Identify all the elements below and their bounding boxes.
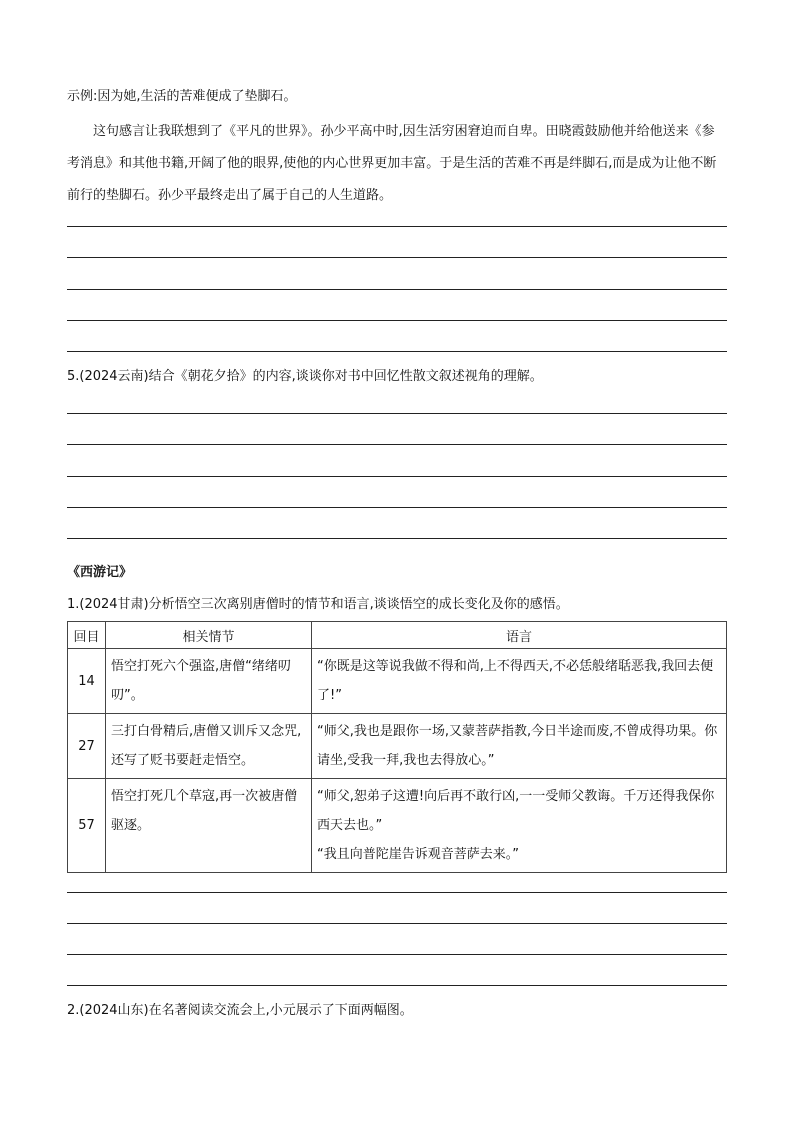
- answer-line: [67, 444, 727, 445]
- speech-cell: [312, 649, 727, 714]
- speech-text: “师父,我也是跟你一场,又蒙菩萨指教,今日半途而废,不曾成得功果。你请坐,受我一拜,我也去得放心。”: [317, 724, 718, 768]
- answer-line: [67, 507, 727, 508]
- table-row: [68, 779, 727, 873]
- question-2: 2.(2024山东)在名著阅读交流会上,小元展示了下面两幅图。: [67, 1003, 413, 1018]
- answer-line: [67, 538, 727, 539]
- speech-cell: [312, 714, 727, 779]
- speech-cell: [312, 779, 727, 873]
- answer-line: [67, 320, 727, 321]
- plot-cell: 悟空打死几个草寇,再一次被唐僧驱逐。: [106, 779, 312, 873]
- example-line: 示例:因为她,生活的苦难便成了垫脚石。: [67, 89, 297, 104]
- answer-line: [67, 954, 727, 955]
- question-5: 5.(2024云南)结合《朝花夕拾》的内容,谈谈你对书中回忆性散文叙述视角的理解。: [67, 369, 543, 384]
- question-1: 1.(2024甘肃)分析悟空三次离别唐僧时的情节和语言,谈谈悟空的成长变化及你的感悟。: [67, 597, 569, 612]
- answer-line: [67, 923, 727, 924]
- speech-text: “我且向普陀崖告诉观音菩萨去来。”: [317, 847, 519, 862]
- table-header-row: [68, 622, 727, 649]
- answer-line: [67, 985, 727, 986]
- example-paragraph: 这句感言让我联想到了《平凡的世界》。孙少平高中时,因生活穷困窘迫而自卑。田晓霞鼓励他并给他送来《参考消息》和其他书籍,开阔了他的眼界,使他的内心世界更加丰富。于是生活的苦难不再是绊脚石,而是成为让他不断前行的垫脚石。孙少平最终走出了属于自己的人生道路。: [67, 124, 717, 203]
- answer-line: [67, 257, 727, 258]
- section-title: 《西游记》: [67, 565, 133, 580]
- chapter-number: 14: [68, 649, 106, 714]
- speech-text: “你既是这等说我做不得和尚,上不得西天,不必恁般绪聒恶我,我回去便了!”: [317, 659, 714, 703]
- table-row: [68, 714, 727, 779]
- answer-line: [67, 476, 727, 477]
- table-row: [68, 649, 727, 714]
- header-cell: 相关情节: [106, 622, 312, 649]
- speech-text: “师父,恕弟子这遭!向后再不敢行凶,一一受师父教诲。千万还得我保你西天去也。”: [317, 789, 715, 833]
- answer-line: [67, 892, 727, 893]
- answer-line: [67, 351, 727, 352]
- answer-line: [67, 289, 727, 290]
- answer-line: [67, 226, 727, 227]
- plot-table: [67, 621, 727, 873]
- plot-cell: 三打白骨精后,唐僧又训斥又念咒,还写了贬书要赶走悟空。: [106, 714, 312, 779]
- chapter-number: 57: [68, 779, 106, 873]
- header-cell: 回目: [68, 622, 106, 649]
- header-cell: 语言: [312, 622, 727, 649]
- chapter-number: 27: [68, 714, 106, 779]
- plot-cell: 悟空打死六个强盗,唐僧“绪绪叨叨”。: [106, 649, 312, 714]
- answer-line: [67, 413, 727, 414]
